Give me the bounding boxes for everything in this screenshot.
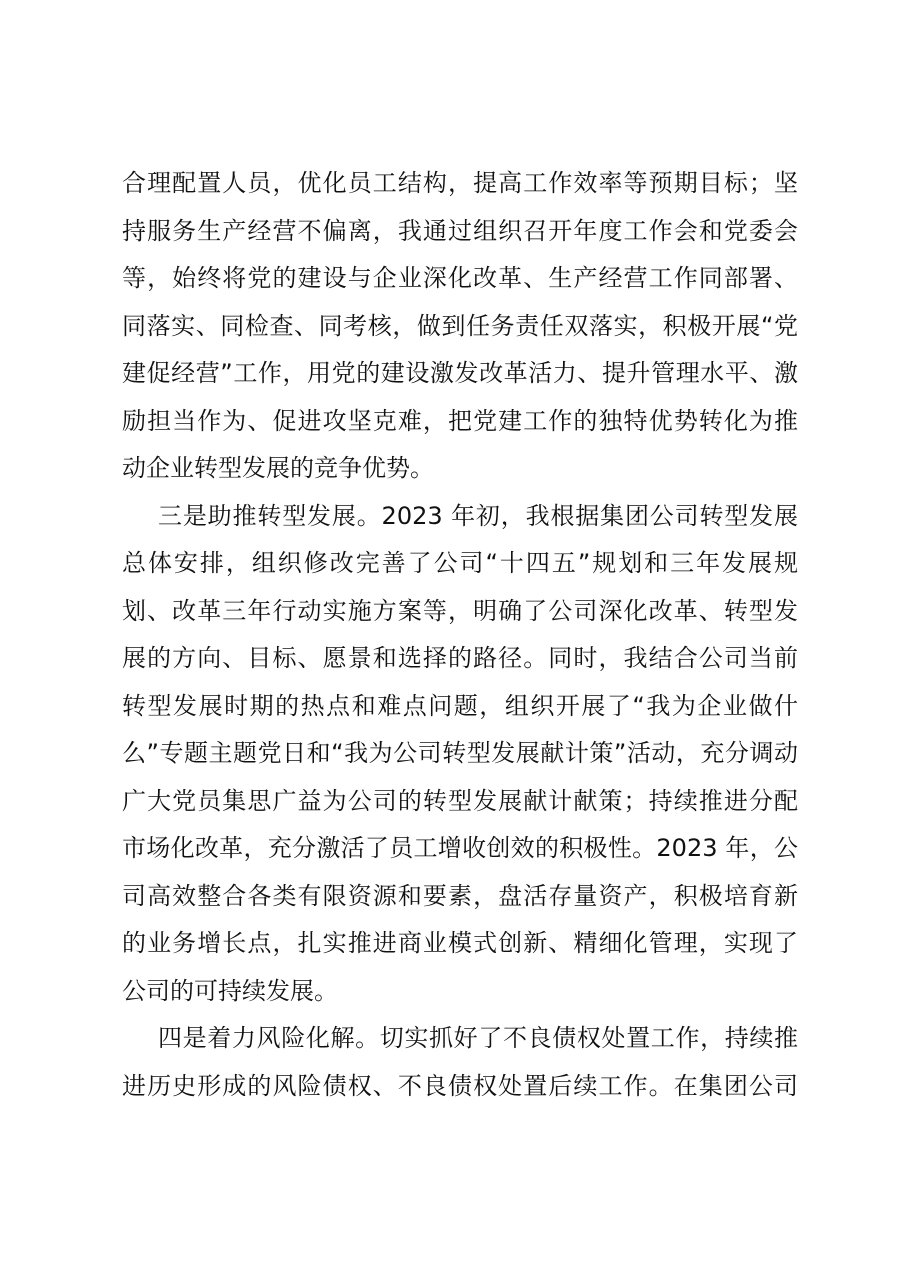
text-line: 动企业转型发展的竞争优势。 (122, 454, 434, 482)
text-line: 划、改革三年行动实施方案等，明确了公司深化改革、转型发 (122, 596, 798, 625)
paragraph-party-building (122, 160, 798, 493)
text-line: 同落实、同检查、同考核，做到任务责任双落实，积极开展“党 (122, 311, 798, 340)
text-line: 合理配置人员，优化员工结构，提高工作效率等预期目标；坚 (122, 169, 798, 197)
text-line: 建促经营”工作，用党的建设激发改革活力、提升管理水平、激 (122, 359, 798, 387)
text-line: 总体安排，组织修改完善了公司“十四五”规划和三年发展规 (122, 549, 798, 577)
text-line: 广大党员集思广益为公司的转型发展献计献策；持续推进分配 (122, 786, 798, 815)
text-line: 展的方向、目标、愿景和选择的路径。同时，我结合公司当前 (122, 644, 798, 672)
text-line: 转型发展时期的热点和难点问题，组织开展了“我为企业做什 (122, 691, 798, 720)
text-line: 等，始终将党的建设与企业深化改革、生产经营工作同部署、 (122, 264, 798, 292)
text-line: 四是着力风险化解。切实抓好了不良债权处置工作，持续推 (158, 1024, 798, 1052)
text-line: 的业务增长点，扎实推进商业模式创新、精细化管理，实现了 (122, 929, 798, 957)
text-line: 三是助推转型发展。2023 年初，我根据集团公司转型发展 (158, 501, 798, 530)
text-line: 持服务生产经营不偏离，我通过组织召开年度工作会和党委会 (122, 216, 798, 245)
document-body (122, 160, 798, 1110)
text-line: 司高效整合各类有限资源和要素，盘活存量资产，积极培育新 (122, 881, 798, 910)
text-line: 市场化改革，充分激活了员工增收创效的积极性。2023 年，公 (122, 834, 798, 862)
paragraph-risk-resolution (122, 1015, 798, 1110)
text-line: 么”专题主题党日和“我为公司转型发展献计策”活动，充分调动 (122, 739, 798, 767)
text-line: 进历史形成的风险债权、不良债权处置后续工作。在集团公司 (122, 1071, 798, 1100)
text-line: 励担当作为、促进攻坚克难，把党建工作的独特优势转化为推 (122, 406, 798, 435)
paragraph-transformation (122, 493, 798, 1016)
text-line: 公司的可持续发展。 (122, 976, 338, 1005)
